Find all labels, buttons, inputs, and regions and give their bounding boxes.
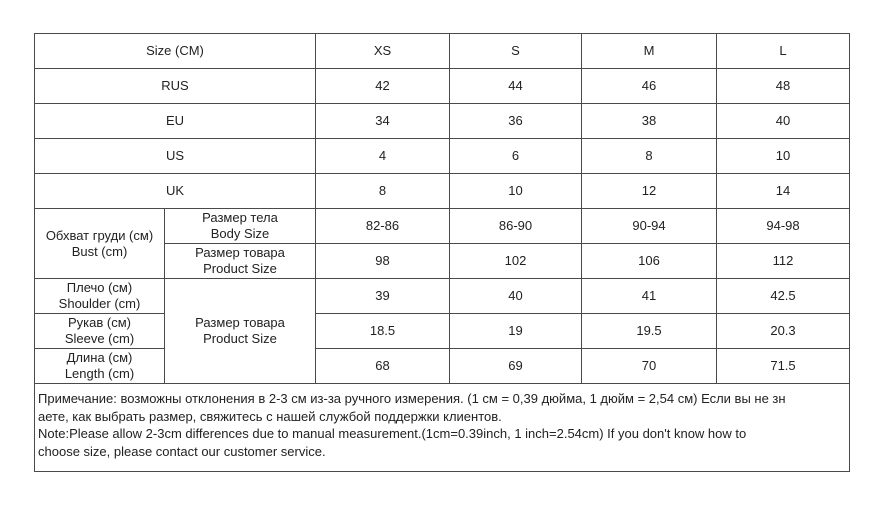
length-label-cell bbox=[35, 349, 165, 384]
sleeve-label-cell bbox=[35, 314, 165, 349]
table-cell: 12 bbox=[582, 174, 717, 209]
body-size-label-en: Body Size bbox=[210, 226, 270, 241]
bust-product-size-label-cell bbox=[165, 244, 316, 279]
table-cell: 10 bbox=[450, 174, 582, 209]
table-cell: 94-98 bbox=[717, 209, 850, 244]
table-cell: 98 bbox=[316, 244, 450, 279]
length-label-ru: Длина (см) bbox=[66, 350, 133, 365]
table-cell: 4 bbox=[316, 139, 450, 174]
table-cell: 14 bbox=[717, 174, 850, 209]
table-cell: 42.5 bbox=[717, 279, 850, 314]
body-size-label-cell bbox=[165, 209, 316, 244]
size-header-l: L bbox=[717, 34, 850, 69]
bust-label-cell bbox=[35, 209, 165, 279]
table-cell: 44 bbox=[450, 69, 582, 104]
table-cell: 18.5 bbox=[316, 314, 450, 349]
body-size-label-ru: Размер тела bbox=[202, 210, 278, 225]
table-cell: 48 bbox=[717, 69, 850, 104]
table-cell: 34 bbox=[316, 104, 450, 139]
row-label-us: US bbox=[35, 139, 316, 174]
table-cell: 102 bbox=[450, 244, 582, 279]
bust-label-ru: Обхват груди (см) bbox=[45, 227, 154, 243]
table-cell: 19 bbox=[450, 314, 582, 349]
row-label-eu: EU bbox=[35, 104, 316, 139]
table-cell: 41 bbox=[582, 279, 717, 314]
table-cell: 20.3 bbox=[717, 314, 850, 349]
table-cell: 90-94 bbox=[582, 209, 717, 244]
table-cell: 82-86 bbox=[316, 209, 450, 244]
table-row-rus bbox=[35, 69, 850, 104]
table-cell: 86-90 bbox=[450, 209, 582, 244]
table-row-length bbox=[35, 349, 850, 384]
table-cell: 6 bbox=[450, 139, 582, 174]
table-row-us bbox=[35, 139, 850, 174]
table-row-shoulder bbox=[35, 279, 850, 314]
table-cell: 71.5 bbox=[717, 349, 850, 384]
note-line-ru-2: аете, как выбрать размер, свяжитесь с нашей службой поддержки клиентов. bbox=[38, 408, 502, 424]
size-chart-table bbox=[34, 33, 850, 472]
row-label-uk: UK bbox=[35, 174, 316, 209]
table-cell: 42 bbox=[316, 69, 450, 104]
note-row bbox=[35, 384, 850, 472]
table-cell: 40 bbox=[717, 104, 850, 139]
table-cell: 69 bbox=[450, 349, 582, 384]
product-size-label-ru: Размер товара bbox=[195, 315, 285, 330]
table-cell: 8 bbox=[316, 174, 450, 209]
table-cell: 68 bbox=[316, 349, 450, 384]
bust-product-size-label-en: Product Size bbox=[203, 261, 277, 276]
shoulder-label-en: Shoulder (cm) bbox=[58, 296, 141, 311]
table-cell: 19.5 bbox=[582, 314, 717, 349]
note-line-en-2: choose size, please contact our customer service. bbox=[38, 443, 326, 459]
table-cell: 38 bbox=[582, 104, 717, 139]
table-cell: 112 bbox=[717, 244, 850, 279]
shoulder-label-cell bbox=[35, 279, 165, 314]
header-label-cell: Size (CM) bbox=[35, 34, 316, 69]
table-cell: 36 bbox=[450, 104, 582, 139]
note-line-ru-1: Примечание: возможны отклонения в 2-3 см из-за ручного измерения. (1 см = 0,39 дюйма, 1 дюйм = 2,54 см) Если вы не зн bbox=[38, 391, 786, 406]
table-cell: 10 bbox=[717, 139, 850, 174]
length-label-en: Length (cm) bbox=[64, 366, 135, 381]
size-header-s: S bbox=[450, 34, 582, 69]
table-row-bust-body bbox=[35, 209, 850, 244]
product-size-label-en: Product Size bbox=[203, 331, 277, 346]
note-cell bbox=[35, 384, 850, 472]
bust-product-size-label-ru: Размер товара bbox=[195, 245, 285, 260]
table-cell: 39 bbox=[316, 279, 450, 314]
size-header-xs: XS bbox=[316, 34, 450, 69]
table-cell: 106 bbox=[582, 244, 717, 279]
sleeve-label-en: Sleeve (cm) bbox=[64, 331, 135, 346]
shoulder-label-ru: Плечо (см) bbox=[66, 280, 133, 295]
table-cell: 70 bbox=[582, 349, 717, 384]
table-cell: 40 bbox=[450, 279, 582, 314]
table-row-uk bbox=[35, 174, 850, 209]
header-row bbox=[35, 34, 850, 69]
note-line-en-1: Note:Please allow 2-3cm differences due to manual measurement.(1cm=0.39inch, 1 inch=2.54cm) If you don't know how to bbox=[38, 426, 747, 441]
bust-label-en: Bust (cm) bbox=[71, 243, 128, 259]
sleeve-label-ru: Рукав (см) bbox=[68, 315, 131, 330]
table-cell: 8 bbox=[582, 139, 717, 174]
size-header-m: M bbox=[582, 34, 717, 69]
table-row-sleeve bbox=[35, 314, 850, 349]
row-label-rus: RUS bbox=[35, 69, 316, 104]
table-cell: 46 bbox=[582, 69, 717, 104]
product-size-label-cell bbox=[165, 279, 316, 384]
table-row-eu bbox=[35, 104, 850, 139]
